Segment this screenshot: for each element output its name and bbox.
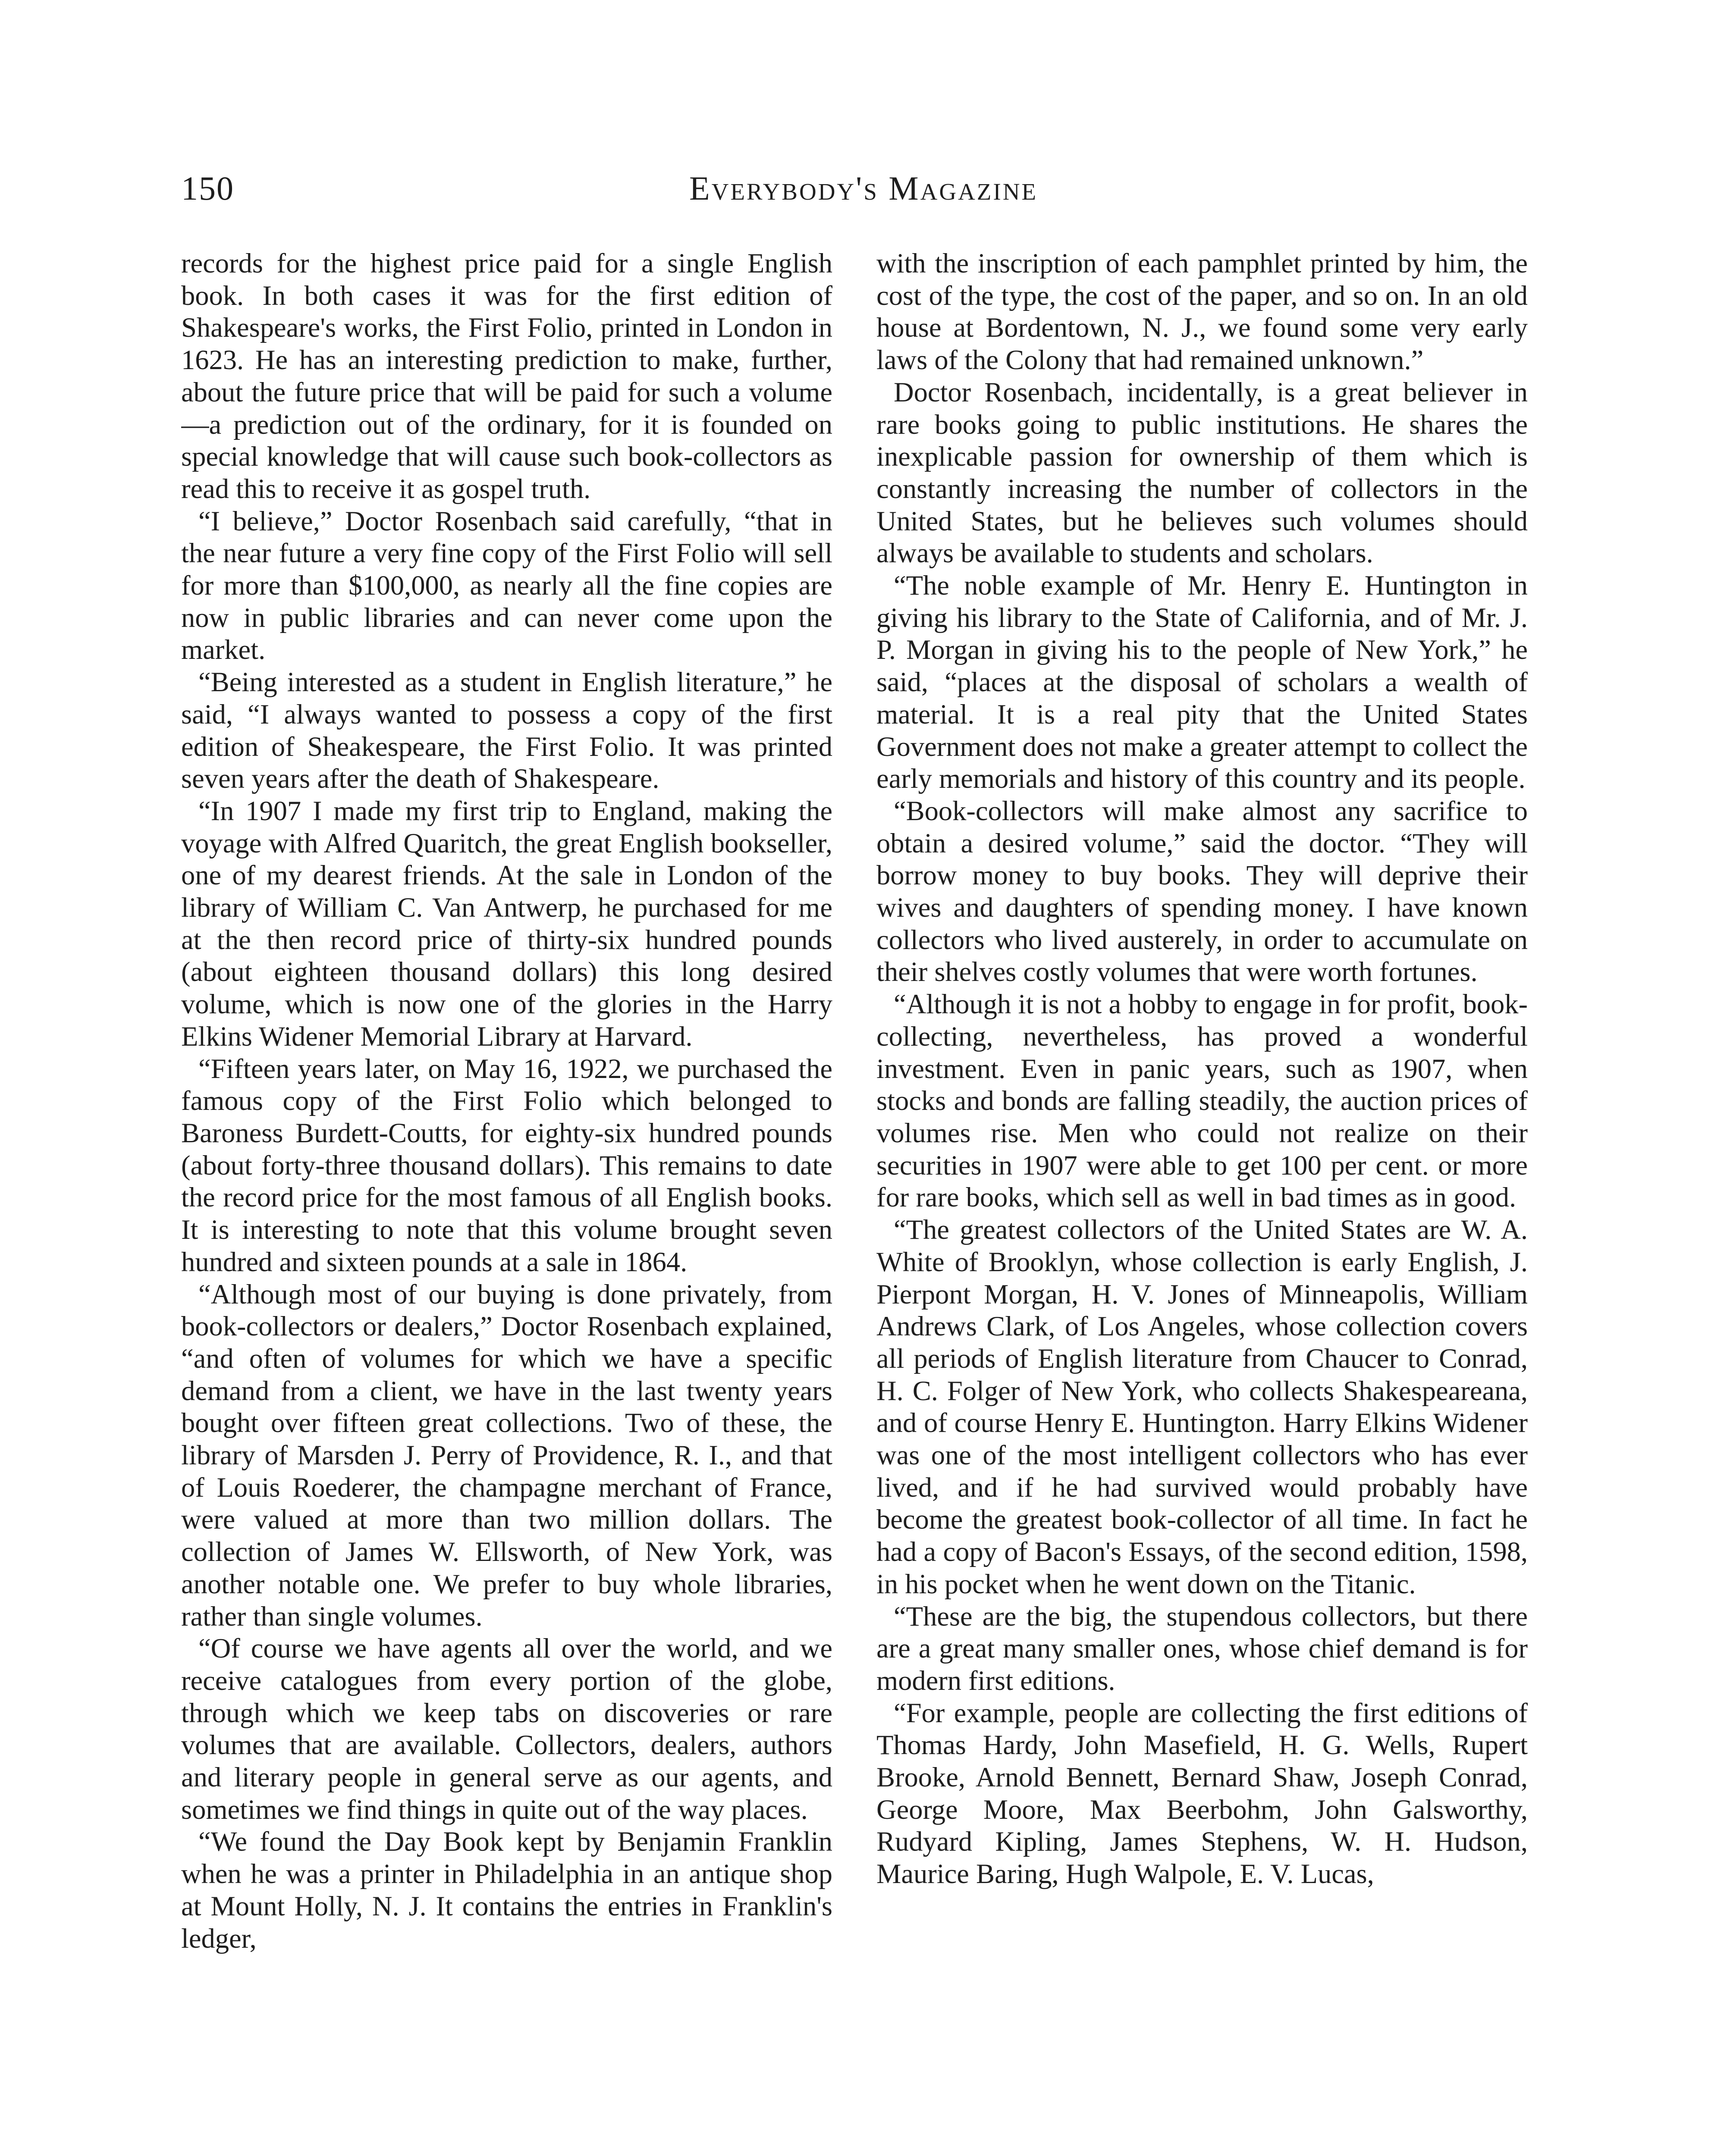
right-column — [876, 248, 1528, 2156]
paragraph: “These are the big, the stupendous collectors, but there are a great many smaller ones, whose chief demand is for modern first editions. — [876, 1601, 1528, 1696]
paragraph: records for the highest price paid for a single English book. In both cases it was for the first edition of Shakespeare's works, the First Folio, printed in London in 1623. He has an interesting prediction to make, further, about the future price that will be paid for such a volume—a prediction out of the ordinary, for it is founded on special knowledge that will cause such book-collectors as read this to receive it as gospel truth. — [181, 248, 832, 504]
paragraph: “We found the Day Book kept by Benjamin Franklin when he was a printer in Philadelphia in an antique shop at Mount Holly, N. J. It contains the entries in Franklin's ledger, — [181, 1826, 832, 1954]
paragraph: “The noble example of Mr. Henry E. Huntington in giving his library to the State of California, and of Mr. J. P. Morgan in giving his to the people of New York,” he said, “places at the disposal of scholars a wealth of material. It is a real pity that the United States Government does not make a greater attempt to collect the early memorials and history of this country and its people. — [876, 570, 1528, 794]
paragraph: “Although most of our buying is done privately, from book-collectors or dealers,” Doctor Rosenbach explained, “and often of volumes for which we have a specific demand from a client, we have in the last twenty years bought over fifteen great collections. Two of these, the library of Marsden J. Perry of Providence, R. I., and that of Louis Roederer, the champagne merchant of France, were valued at more than two million dollars. The collection of James W. Ellsworth, of New York, was another notable one. We prefer to buy whole libraries, rather than single volumes. — [181, 1279, 832, 1632]
paragraph: “Fifteen years later, on May 16, 1922, we purchased the famous copy of the First Folio which belonged to Baroness Burdett-Coutts, for eighty-six hundred pounds (about forty-three thousand dollars). This remains to date the record price for the most famous of all English books. It is interesting to note that this volume brought seven hundred and sixteen pounds at a sale in 1864. — [181, 1053, 832, 1277]
paragraph: “I believe,” Doctor Rosenbach said carefully, “that in the near future a very fine copy of the First Folio will sell for more than $100,000, as nearly all the fine copies are now in public libraries and can never come upon the market. — [181, 505, 832, 665]
paragraph: with the inscription of each pamphlet printed by him, the cost of the type, the cost of the paper, and so on. In an old house at Bordentown, N. J., we found some very early laws of the Colony that had remained unknown.” — [876, 248, 1528, 376]
paragraph: “Although it is not a hobby to engage in for profit, book-collecting, nevertheless, has proved a wonderful investment. Even in panic years, such as 1907, when stocks and bonds are falling steadily, the auction prices of volumes rise. Men who could not realize on their securities in 1907 were able to get 100 per cent. or more for rare books, which sell as well in bad times as in good. — [876, 989, 1528, 1213]
paragraph: Doctor Rosenbach, incidentally, is a great believer in rare books going to public institutions. He shares the inexplicable passion for ownership of them which is constantly increasing the number of collectors in the United States, but he believes such volumes should always be available to students and scholars. — [876, 376, 1528, 569]
page-number: 150 — [181, 169, 234, 207]
paragraph: “In 1907 I made my first trip to England, making the voyage with Alfred Quaritch, the great English bookseller, one of my dearest friends. At the sale in London of the library of William C. Van Antwerp, he purchased for me at the then record price of thirty-six hundred pounds (about eighteen thousand dollars) this long desired volume, which is now one of the glories in the Harry Elkins Widener Memorial Library at Harvard. — [181, 795, 832, 1052]
left-column — [181, 248, 832, 2156]
page-header — [0, 0, 1727, 241]
paragraph: “Book-collectors will make almost any sacrifice to obtain a desired volume,” said the doctor. “They will borrow money to buy books. They will deprive their wives and daughters of spending money. I have known collectors who lived austerely, in order to accumulate on their shelves costly volumes that were worth fortunes. — [876, 795, 1528, 987]
running-title: Everybody's Magazine — [689, 169, 1038, 207]
paragraph: “The greatest collectors of the United States are W. A. White of Brooklyn, whose collection is early English, J. Pierpont Morgan, H. V. Jones of Minneapolis, William Andrews Clark, of Los Angeles, whose collection covers all periods of English literature from Chaucer to Conrad, H. C. Folger of New York, who collects Shakespeareana, and of course Henry E. Huntington. Harry Elkins Widener was one of the most intelligent collectors who has ever lived, and if he had survived would probably have become the greatest book-collector of all time. In fact he had a copy of Bacon's Essays, of the second edition, 1598, in his pocket when he went down on the Titanic. — [876, 1214, 1528, 1599]
paragraph: “For example, people are collecting the first editions of Thomas Hardy, John Masefield, H. G. Wells, Rupert Brooke, Arnold Bennett, Bernard Shaw, Joseph Conrad, George Moore, Max Beerbohm, John Galsworthy, Rudyard Kipling, James Stephens, W. H. Hudson, Maurice Baring, Hugh Walpole, E. V. Lucas, — [876, 1697, 1528, 1890]
paragraph: “Being interested as a student in English literature,” he said, “I always wanted to possess a copy of the first edition of Sheakespeare, the First Folio. It was printed seven years after the death of Shakespeare. — [181, 667, 832, 794]
paragraph: “Of course we have agents all over the world, and we receive catalogues from every portion of the globe, through which we keep tabs on discoveries or rare volumes that are available. Collectors, dealers, authors and literary people in general serve as our agents, and sometimes we find things in quite out of the way places. — [181, 1633, 832, 1825]
